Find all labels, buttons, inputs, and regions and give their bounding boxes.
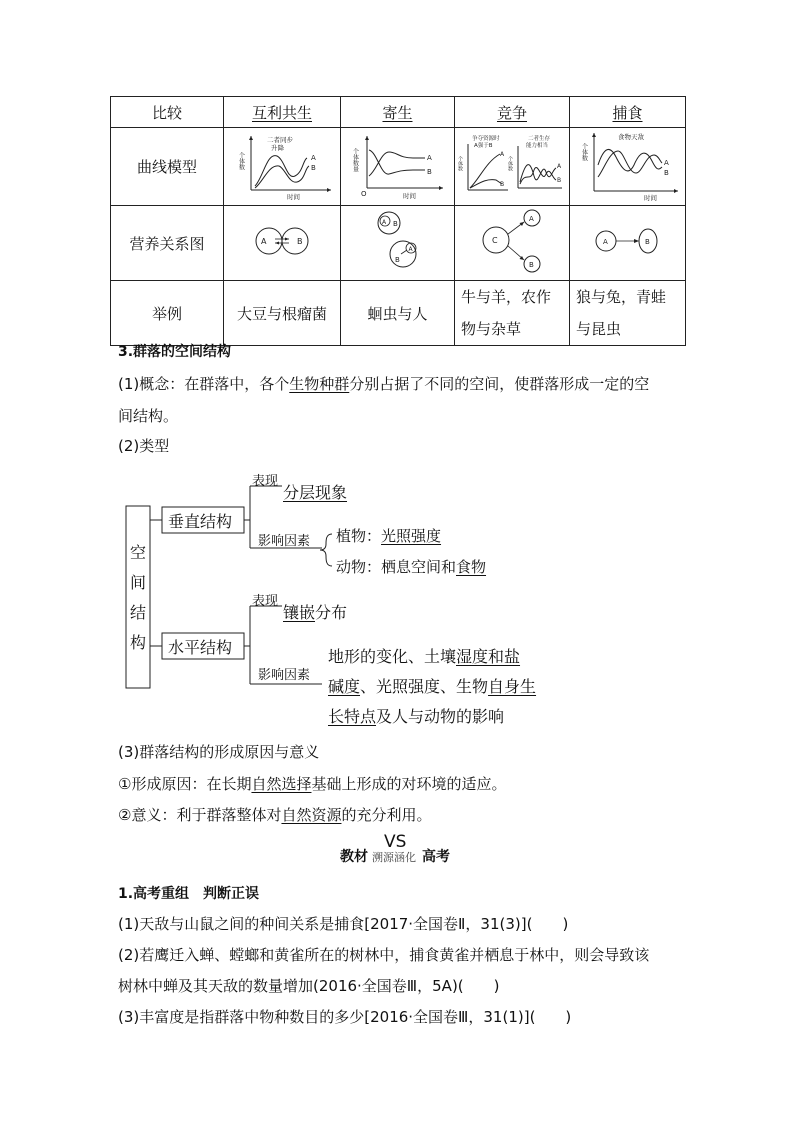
textbook-vs-exam-banner — [340, 832, 460, 868]
horizontal-structure-label: 水平结构 — [168, 638, 233, 657]
row-label-example: 举例 — [111, 281, 224, 346]
section3-title: 3.群落的空间结构 — [118, 344, 232, 360]
svg-text:A: A — [408, 246, 413, 253]
svg-text:A强于B: A强于B — [474, 142, 493, 149]
example-competition: 牛与羊，农作 物与杂草 — [455, 281, 570, 346]
svg-text:个体数: 个体数 — [457, 155, 463, 171]
horizontal-factors: 地形的变化、土壤湿度和盐 碱度、光照强度、生物自身生 长特点及人与动物的影响 — [328, 647, 537, 726]
vertical-show-value: 分层现象 — [283, 483, 348, 502]
example-parasitism: 蛔虫与人 — [341, 281, 455, 346]
svg-text:A: A — [500, 150, 505, 158]
svg-text:A: A — [557, 162, 562, 170]
svg-text:A: A — [311, 153, 316, 162]
mutualism-annotation: 二者同步 — [267, 135, 293, 144]
banner-right: 高考 — [422, 849, 450, 865]
svg-text:能力相当: 能力相当 — [526, 142, 549, 149]
row-label-curve: 曲线模型 — [111, 128, 224, 206]
svg-text:A: A — [426, 153, 432, 162]
svg-text:个体数: 个体数 — [507, 155, 513, 171]
tree-root: 空 间 结 构 — [130, 543, 147, 652]
svg-text:时间: 时间 — [643, 193, 657, 201]
svg-text:B: B — [644, 238, 650, 246]
concept-line-1: (1)概念：在群落中，各个生物种群分别占据了不同的空间，使群落形成一定的空 — [118, 375, 650, 393]
exam-question-3: (3)丰富度是指群落中物种数目的多少[2016·全国卷Ⅲ，31(1)]( ) — [118, 1008, 572, 1026]
exam-question-1: (1)天敌与山鼠之间的种间关系是捕食[2017·全国卷Ⅱ，31(3)]( ) — [118, 915, 569, 933]
vertical-show-label: 表现 — [252, 474, 279, 489]
svg-text:B: B — [500, 180, 505, 188]
svg-text:B: B — [663, 168, 669, 177]
svg-text:B: B — [311, 163, 316, 172]
formation-meaning: ②意义：利于群落整体对自然资源的充分利用。 — [118, 806, 432, 824]
banner-mid: 溯源涵化 — [372, 851, 416, 864]
banner-vs: VS — [384, 832, 407, 852]
svg-text:争夺资源时: 争夺资源时 — [472, 135, 500, 142]
svg-text:B: B — [557, 176, 562, 184]
svg-text:B: B — [297, 237, 303, 246]
horizontal-factor-label: 影响因素 — [258, 668, 311, 683]
banner-left: 教材 — [340, 849, 368, 865]
header-compare: 比较 — [111, 97, 224, 128]
concept-line-2: 间结构。 — [118, 407, 179, 425]
example-predation: 狼与兔，青蛙 与昆虫 — [570, 281, 686, 346]
svg-text:个体数: 个体数 — [580, 142, 587, 161]
svg-text:升降: 升降 — [271, 143, 284, 152]
svg-text:个体数量: 个体数量 — [351, 147, 358, 172]
svg-text:A: A — [529, 215, 534, 223]
mutualism-xlabel: 时间 — [287, 192, 300, 200]
vertical-structure-label: 垂直结构 — [168, 512, 233, 531]
svg-text:A: A — [381, 219, 386, 226]
svg-text:A: A — [261, 237, 267, 246]
horizontal-show-value: 镶嵌分布 — [283, 603, 348, 622]
svg-text:A: A — [663, 158, 669, 167]
svg-text:O: O — [360, 189, 367, 198]
vertical-plant: 植物：光照强度 — [336, 527, 442, 545]
formation-title: (3)群落结构的形成原因与意义 — [118, 743, 320, 761]
header-mutualism: 互利共生 — [251, 103, 312, 122]
vertical-animal: 动物：栖息空间和食物 — [336, 558, 487, 576]
svg-text:二者生存: 二者生存 — [528, 135, 551, 142]
header-parasitism: 寄生 — [382, 103, 413, 122]
svg-text:B: B — [426, 167, 432, 176]
vertical-factor-label: 影响因素 — [258, 534, 311, 549]
header-predation: 捕食 — [612, 103, 643, 122]
svg-text:时间: 时间 — [402, 191, 416, 200]
svg-text:C: C — [492, 236, 498, 245]
svg-text:B: B — [529, 261, 534, 269]
horizontal-show-label: 表现 — [252, 594, 279, 609]
type-title: (2)类型 — [118, 437, 170, 455]
svg-text:B: B — [392, 220, 398, 228]
svg-text:B: B — [394, 256, 400, 264]
header-competition: 竞争 — [496, 103, 527, 122]
svg-text:食物天敌: 食物天敌 — [617, 132, 644, 141]
row-label-web: 营养关系图 — [111, 206, 224, 281]
exam-title: 1.高考重组 判断正误 — [118, 886, 260, 902]
example-mutualism: 大豆与根瘤菌 — [224, 281, 341, 346]
formation-cause: ①形成原因：在长期自然选择基础上形成的对环境的适应。 — [118, 775, 507, 793]
concept-term: 生物种群 — [289, 375, 350, 393]
mutualism-ylabel: 个体数 — [237, 151, 245, 170]
exam-question-2-line-1: (2)若鹰迁入蝉、螳螂和黄雀所在的树林中，捕食黄雀并栖息于林中，则会导致该 — [118, 946, 650, 964]
svg-text:A: A — [602, 238, 608, 246]
exam-question-2-line-2: 树林中蝉及其天敌的数量增加(2016·全国卷Ⅲ，5A)( ) — [118, 977, 500, 995]
